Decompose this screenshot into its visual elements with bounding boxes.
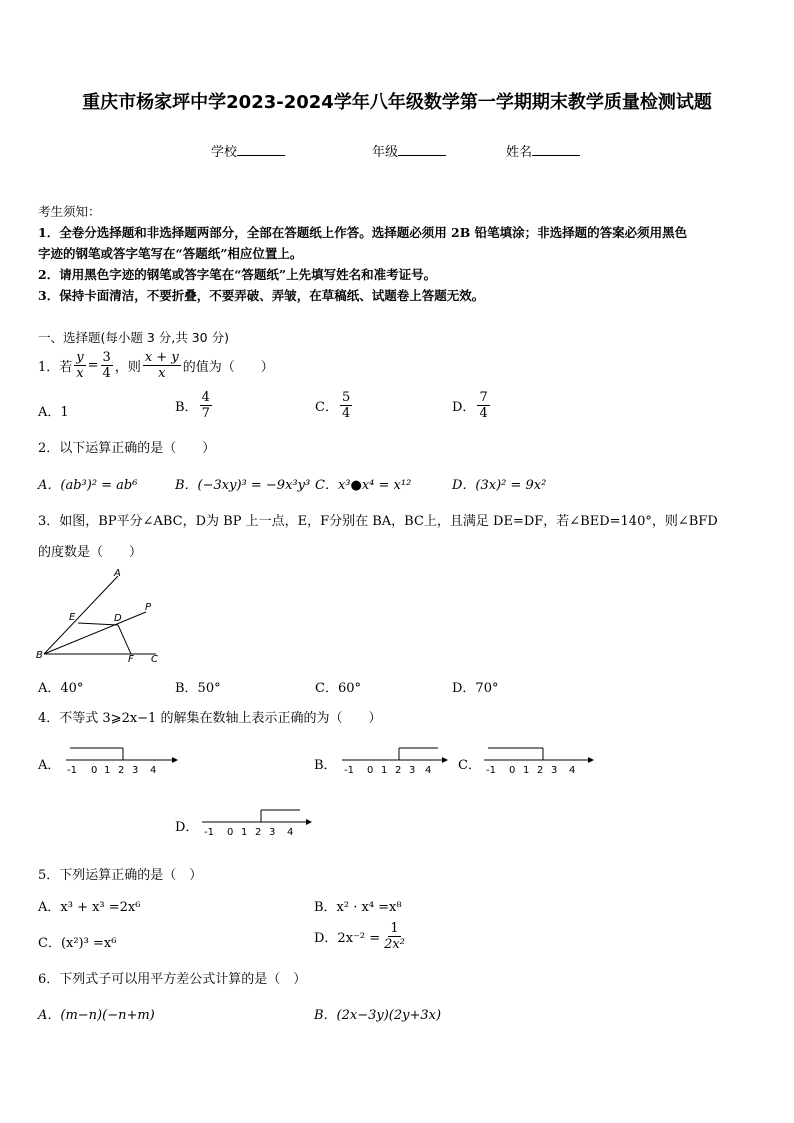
svg-text:0: 0 (91, 765, 98, 776)
q1-number: 1．若 (38, 360, 73, 375)
tick-labels (67, 765, 156, 776)
ray-ba (44, 576, 118, 654)
svg-text:3: 3 (409, 765, 416, 776)
q5-option-b[interactable]: B．x² · x⁴ =x⁸ (314, 900, 402, 915)
svg-text:-1: -1 (486, 765, 496, 776)
segment-df (118, 625, 131, 654)
svg-text:-1: -1 (344, 765, 354, 776)
page-title: 重庆市杨家坪中学2023-2024学年八年级数学第一学期期末教学质量检测试题 (82, 92, 712, 113)
svg-text:3: 3 (551, 765, 558, 776)
question-3-stem: 3．如图，BP平分∠ABC，D为 BP 上一点，E，F分别在 BA，BC上，且满足 DE=DF，若∠BED=140°，则∠BFD (38, 514, 718, 529)
notice-item-1: 1．全卷分选择题和非选择题两部分，全部在答题纸上作答。选择题必须用 2B 铅笔填涂；非选择题的答案必须用黑色 (38, 225, 688, 240)
svg-text:1: 1 (104, 765, 111, 776)
q1-eq: = (87, 358, 99, 373)
notice-block (38, 201, 687, 306)
svg-text:3: 3 (269, 827, 276, 838)
section-heading: 一、选择题(每小题 3 分,共 30 分) (38, 330, 229, 345)
q1-frac2-num: 3 (102, 350, 111, 365)
label-c: C (151, 654, 158, 665)
segment-de (78, 623, 118, 625)
q5-option-a[interactable]: A．x³ + x³ =2x⁶ (38, 900, 141, 915)
label-b: B (36, 650, 43, 661)
svg-text:3: 3 (132, 765, 139, 776)
q1-mid: ，则 (114, 360, 141, 375)
school-field (211, 141, 285, 160)
svg-text:1: 1 (381, 765, 388, 776)
notice-item-1-cont: 字迹的钢笔或答字笔写在“答题纸”相应位置上。 (38, 246, 303, 261)
label-e: E (69, 612, 76, 623)
q1-option-b[interactable]: B． $\frac{4}{7}$ (175, 390, 210, 421)
q6-option-b[interactable]: B．(2x−3y)(2y+3x) (314, 1008, 442, 1023)
q6-option-a[interactable]: A．(m−n)(−n+m) (38, 1008, 155, 1023)
q4-number-line-d[interactable] (198, 804, 312, 840)
tick-labels (204, 827, 293, 838)
label-d: D (114, 613, 122, 624)
q5-option-d[interactable] (314, 921, 409, 952)
question-2-stem: 2．以下运算正确的是（ ） (38, 441, 216, 456)
tick-labels (486, 765, 575, 776)
q4-option-b-label[interactable]: B． (314, 758, 337, 773)
notice-heading: 考生须知： (38, 204, 101, 219)
label-f: F (128, 654, 134, 665)
svg-text:4: 4 (425, 765, 432, 776)
notice-item-2: 2．请用黑色字迹的钢笔或答字笔在“答题纸”上先填写姓名和准考证号。 (38, 267, 437, 282)
q2-option-d[interactable]: D．(3x)² = 9x² (452, 478, 547, 493)
svg-text:1: 1 (523, 765, 530, 776)
q1-frac2-den: 4 (102, 366, 111, 381)
svg-text:4: 4 (569, 765, 576, 776)
tick-labels (344, 765, 431, 776)
svg-text:2: 2 (537, 765, 544, 776)
name-label: 姓名 (506, 145, 533, 160)
svg-text:2: 2 (255, 827, 262, 838)
q1-option-c[interactable]: C． $\frac{5}{4}$ (315, 390, 351, 421)
q1-frac3-den: x (158, 366, 166, 381)
svg-text:2: 2 (395, 765, 402, 776)
svg-text:4: 4 (287, 827, 294, 838)
q1-tail: 的值为（ ） (182, 360, 274, 375)
question-6-stem: 6．下列式子可以用平方差公式计算的是（ ） (38, 972, 307, 987)
q4-number-line-a[interactable] (60, 742, 178, 778)
q3-option-b[interactable]: B．50° (175, 681, 221, 696)
ray-bp (44, 612, 146, 654)
q4-option-c-label[interactable]: C． (458, 758, 481, 773)
svg-text:-1: -1 (67, 765, 77, 776)
q5-option-d-num: 1 (390, 921, 399, 936)
q1-frac3-num: x + y (144, 350, 179, 365)
q5-option-c[interactable]: C．(x²)³ =x⁶ (38, 936, 117, 951)
name-blank[interactable] (532, 143, 580, 156)
school-label: 学校 (211, 145, 238, 160)
name-field (506, 141, 580, 160)
grade-blank[interactable] (398, 143, 446, 156)
q1-option-a[interactable]: A．1 (38, 405, 69, 420)
svg-text:0: 0 (227, 827, 234, 838)
q4-number-line-b[interactable] (338, 742, 448, 778)
question-5-stem: 5．下列运算正确的是（ ） (38, 868, 203, 883)
svg-text:-1: -1 (204, 827, 214, 838)
svg-text:2: 2 (118, 765, 125, 776)
svg-text:1: 1 (241, 827, 248, 838)
q4-option-d-label[interactable]: D． (175, 820, 199, 835)
q2-option-a[interactable]: A．(ab³)² = ab⁶ (38, 478, 138, 493)
label-p: P (145, 602, 152, 613)
q3-option-d[interactable]: D．70° (452, 681, 499, 696)
q3-option-a[interactable]: A．40° (38, 681, 84, 696)
svg-text:4: 4 (150, 765, 157, 776)
svg-text:0: 0 (367, 765, 374, 776)
school-blank[interactable] (237, 143, 285, 156)
q5-option-d-text: D．2x⁻² = (314, 931, 381, 946)
q5-option-d-den: 2x² (384, 937, 405, 952)
svg-text:0: 0 (509, 765, 516, 776)
label-a: A (114, 568, 121, 579)
notice-item-3: 3．保持卡面清洁，不要折叠，不要弄破、弄皱，在草稿纸、试题卷上答题无效。 (38, 288, 485, 303)
grade-label: 年级 (372, 145, 399, 160)
question-4-stem: 4．不等式 3⩾2x−1 的解集在数轴上表示正确的为（ ） (38, 711, 382, 726)
question-1-stem (38, 350, 274, 381)
q2-option-b[interactable]: B．(−3xy)³ = −9x³y³ (175, 478, 311, 493)
q1-frac1-num: y (76, 350, 84, 365)
q2-option-c[interactable]: C．x³●x⁴ = x¹² (315, 478, 412, 493)
question-3-stem-cont: 的度数是（ ） (38, 545, 143, 560)
q1-frac1-den: x (76, 366, 84, 381)
geometry-figure (30, 562, 170, 670)
q1-option-d[interactable]: D． $\frac{7}{4}$ (452, 390, 488, 421)
grade-field (372, 141, 446, 160)
q4-number-line-c[interactable] (480, 742, 594, 778)
q4-option-a-label[interactable]: A． (38, 758, 61, 773)
q3-option-c[interactable]: C．60° (315, 681, 361, 696)
